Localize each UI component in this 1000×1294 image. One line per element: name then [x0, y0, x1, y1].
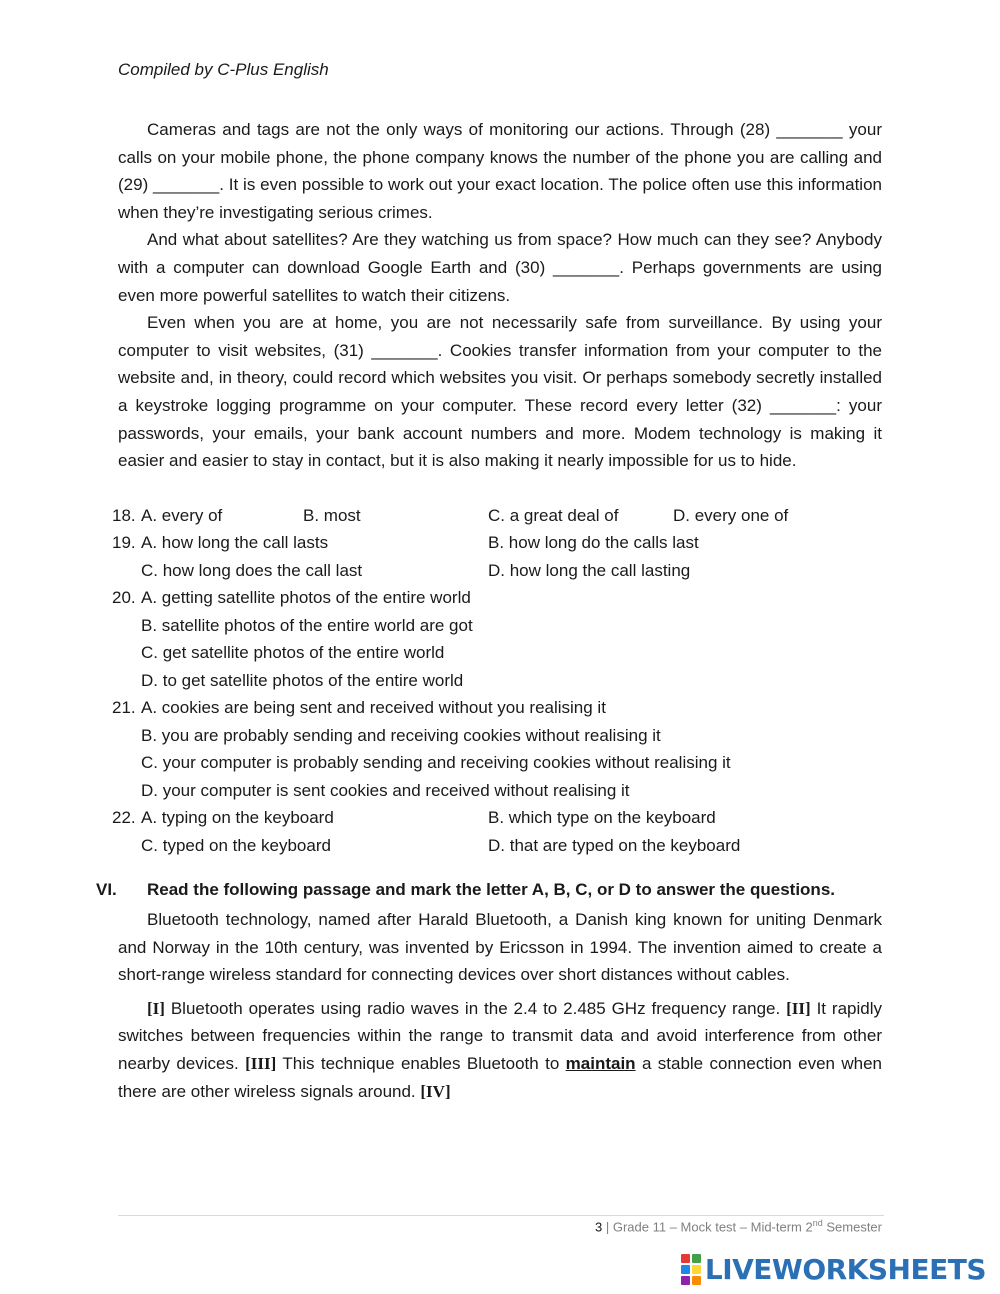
- option-b[interactable]: B. you are probably sending and receiving cookies without realising it: [141, 726, 661, 745]
- highlighted-word: maintain: [565, 1053, 636, 1073]
- option-d[interactable]: D. how long the call lasting: [488, 561, 691, 580]
- option-b[interactable]: B. most: [303, 506, 361, 525]
- option-d[interactable]: D. your computer is sent cookies and received without realising it: [141, 781, 630, 800]
- insert-marker-i: [I]: [147, 998, 165, 1018]
- option-b[interactable]: B. satellite photos of the entire world are got: [141, 616, 473, 635]
- question-number: 19.: [112, 533, 136, 552]
- option-d[interactable]: D. that are typed on the keyboard: [488, 836, 741, 855]
- passage-paragraph: And what about satellites? Are they watching us from space? How much can they see? Anybody with a computer can download Google Earth and (30) _______. Perhaps governments are using even more powerful satellites to watch their citizens.: [118, 230, 882, 305]
- reading-text: a stable connection even when there are other wireless signals around.: [118, 1053, 883, 1101]
- passage-paragraph: Even when you are at home, you are not necessarily safe from surveillance. By using your computer to visit websites, (31) _______. Cookies transfer information from your computer to the website and, in theory, could record which websites you visit. Or perhaps somebody secretly installed a keystroke logging programme on your computer. These record every letter (32) _______: your passwords, your emails, your bank account numbers and more. Modem technology is making it easier and easier to stay in contact, but it is also making it nearly impossible for us to hide.: [118, 313, 882, 471]
- insert-marker-iii: [III]: [245, 1053, 277, 1073]
- option-c[interactable]: C. get satellite photos of the entire world: [141, 643, 445, 662]
- logo-text: LIVEWORKSHEETS: [704, 1252, 986, 1286]
- question-number: 22.: [112, 808, 136, 827]
- reading-passage: [118, 906, 882, 1105]
- passage-paragraph: Cameras and tags are not the only ways of monitoring our actions. Through (28) _______ your calls on your mobile phone, the phone company knows the number of the phone you are calling and (29) _______. It is even possible to work out your exact location. The police often use this information when they’re investigating serious crimes.: [118, 120, 882, 222]
- reading-paragraph: [118, 995, 882, 1105]
- reading-text: It rapidly switches between frequencies within the range to transmit data and avoid interference from other nearby devices.: [118, 998, 882, 1073]
- footer-text: Grade 11 – Mock test – Mid-term 2: [612, 1219, 813, 1235]
- page-footer: [595, 1218, 882, 1234]
- liveworksheets-logo: [681, 1252, 986, 1286]
- option-a[interactable]: A. every of: [141, 506, 223, 525]
- option-c[interactable]: C. typed on the keyboard: [141, 836, 331, 855]
- footer-separator: |: [602, 1219, 613, 1235]
- option-a[interactable]: A. cookies are being sent and received without you realising it: [141, 698, 606, 717]
- option-a[interactable]: A. getting satellite photos of the entire world: [141, 588, 471, 607]
- section-number: VI.: [96, 880, 117, 899]
- option-c[interactable]: C. a great deal of: [488, 506, 619, 525]
- question-number: 18.: [112, 506, 136, 525]
- footer-divider: [118, 1215, 884, 1216]
- cloze-passage: [118, 116, 882, 475]
- option-c[interactable]: C. how long does the call last: [141, 561, 363, 580]
- question-number: 20.: [112, 588, 136, 607]
- footer-text-end: Semester: [822, 1219, 882, 1235]
- option-d[interactable]: D. every one of: [673, 506, 789, 525]
- reading-text: Bluetooth operates using radio waves in the 2.4 to 2.485 GHz frequency range.: [164, 998, 787, 1018]
- section-instruction: Read the following passage and mark the letter A, B, C, or D to answer the questions.: [147, 880, 835, 899]
- logo-blocks-icon: [681, 1254, 701, 1285]
- option-a[interactable]: A. how long the call lasts: [141, 533, 329, 552]
- option-c[interactable]: C. your computer is probably sending and receiving cookies without realising it: [141, 753, 731, 772]
- insert-marker-iv: [IV]: [420, 1081, 451, 1101]
- option-b[interactable]: B. which type on the keyboard: [488, 808, 716, 827]
- page-number: 3: [595, 1219, 603, 1235]
- footer-superscript: nd: [812, 1218, 823, 1228]
- reading-text: This technique enables Bluetooth to: [276, 1053, 566, 1073]
- reading-paragraph: Bluetooth technology, named after Harald Bluetooth, a Danish king known for uniting Denmark and Norway in the 10th century, was invented by Ericsson in 1994. The invention aimed to create a short-range wireless standard for connecting devices over short distances without cables.: [118, 910, 882, 985]
- insert-marker-ii: [II]: [786, 998, 811, 1018]
- option-d[interactable]: D. to get satellite photos of the entire world: [141, 671, 464, 690]
- compiled-by-header: Compiled by C-Plus English: [118, 60, 329, 79]
- question-number: 21.: [112, 698, 136, 717]
- option-a[interactable]: A. typing on the keyboard: [141, 808, 334, 827]
- option-b[interactable]: B. how long do the calls last: [488, 533, 699, 552]
